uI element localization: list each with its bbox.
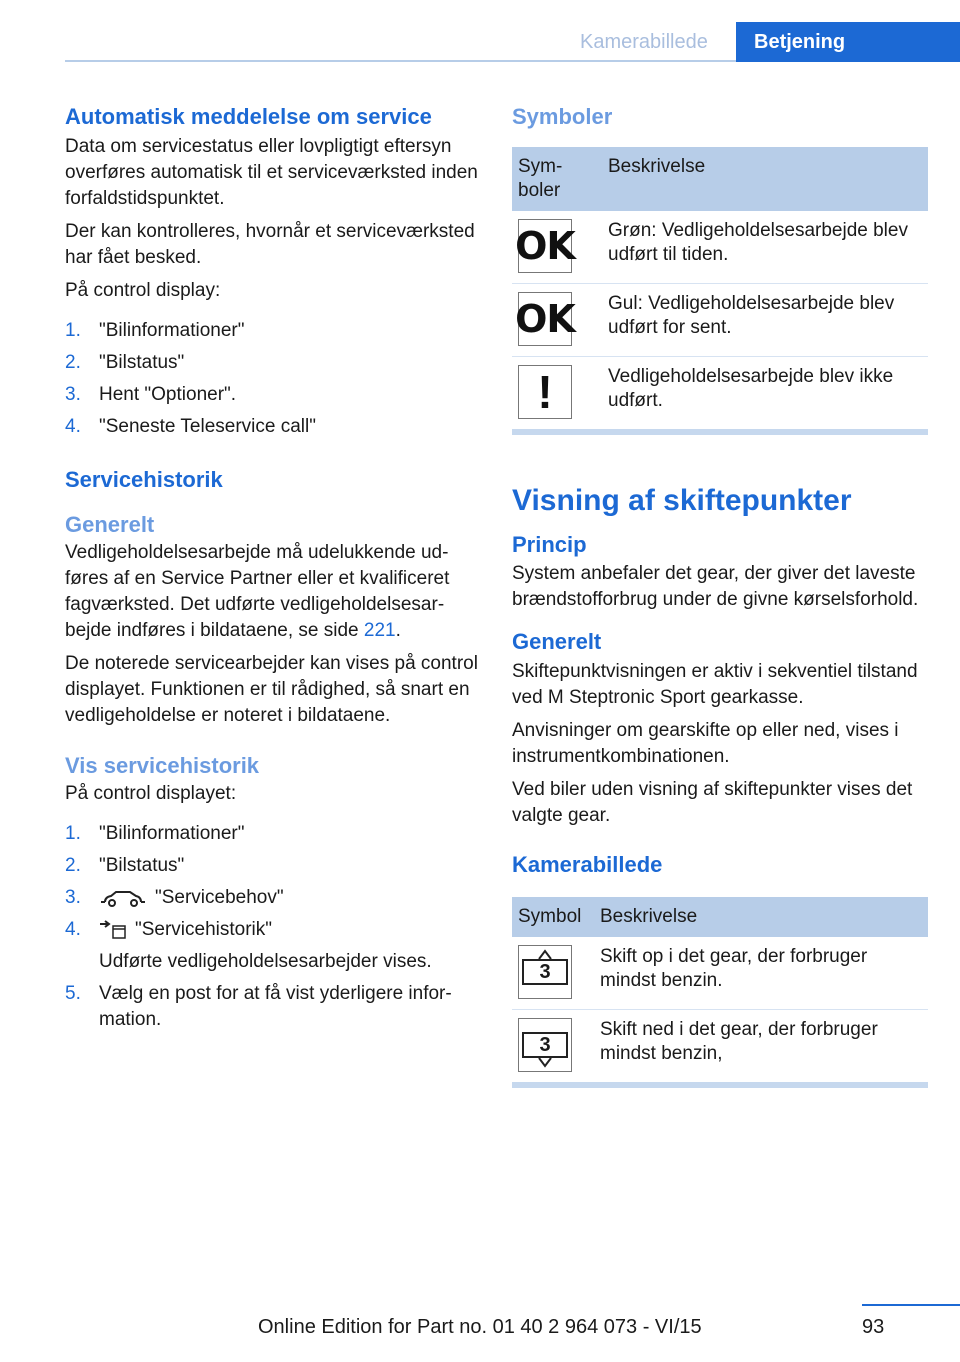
symbols-table — [512, 147, 928, 435]
table-row: 3 Skift ned i det gear, der forbruger mindst benzin, — [512, 1010, 928, 1086]
list-item: 5. Vælg en post for at få vist yderligere information. — [65, 983, 452, 1030]
column-header: Beskrivelse — [594, 147, 928, 211]
heading-generelt: Generelt — [512, 629, 602, 654]
heading-visning-skiftepunkter: Visning af skiftepunkter — [512, 484, 852, 517]
edition-footer: Online Edition for Part no. 01 40 2 964 073 - VI/15 — [258, 1316, 702, 1338]
page-number: 93 — [862, 1316, 885, 1338]
paragraph: Skiftepunktvisningen er aktiv i sekventiel tilstand ved M Steptronic Sport gearkasse. — [512, 661, 918, 708]
column-header: Beskrivelse — [594, 897, 928, 937]
car-icon — [99, 889, 147, 907]
gear-down-icon: 3 — [518, 1018, 572, 1072]
tab-kamerabillede[interactable]: Kamerabillede — [580, 31, 708, 53]
list-item-note: Udførte vedligeholdelsesarbejder vises. — [99, 951, 432, 972]
paragraph: Anvisninger om gearskifte op eller ned, vises i instrumentkombinationen. — [512, 720, 899, 767]
table-header-row — [512, 147, 928, 211]
tab-betjening[interactable]: Betjening — [736, 22, 960, 62]
paragraph: System anbefaler det gear, der giver det laveste brændstofforbrug under de givne kørselsforhold. — [512, 563, 919, 610]
column-header: Symbol — [512, 897, 594, 937]
list-item: 3. "Servicebehov" — [65, 887, 284, 908]
column-header: Symboler — [512, 147, 594, 211]
ok-green-icon: OK — [518, 219, 572, 273]
list-item: 2. "Bilstatus" — [65, 352, 185, 373]
list-item: 1. "Bilinformationer" — [65, 320, 245, 341]
numbered-list — [65, 318, 480, 440]
table-header-row — [512, 897, 928, 937]
paragraph: På control displayet: — [65, 783, 237, 804]
exclamation-icon: ! — [518, 365, 572, 419]
heading-princip: Princip — [512, 532, 587, 557]
heading-servicehistorik: Servicehistorik — [65, 467, 223, 492]
heading-symboler: Symboler — [512, 104, 613, 129]
table-row: ! Vedligeholdelsesarbejde blev ikke udført. — [512, 357, 928, 433]
heading-kamerabillede: Kamerabillede — [512, 852, 663, 877]
table-row: 3 Skift op i det gear, der forbruger mindst benzin. — [512, 937, 928, 1010]
footer-rule — [862, 1304, 960, 1306]
heading-vis-servicehistorik: Vis servicehistorik — [65, 753, 260, 778]
paragraph: Data om servicestatus eller lovpligtigt eftersyn overføres automatisk til et serviceværksted inden forfaldstidspunktet. — [65, 136, 478, 209]
table-row: OK Grøn: Vedligeholdelsesarbejde blev udført til tiden. — [512, 211, 928, 284]
page-link[interactable]: 221 — [363, 620, 396, 641]
paragraph: Ved biler uden visning af skiftepunkter vises det valgte gear. — [512, 779, 913, 826]
paragraph: Vedligeholdelsesarbejde må udelukkende udføres af en Service Partner eller et kvalificeret fagværksted. Det udførte vedligeholdelsesarbejde indføres i bildataene, se side 221. — [65, 542, 450, 641]
gear-up-icon: 3 — [518, 945, 572, 999]
paragraph: Der kan kontrolleres, hvornår et serviceværksted har fået besked. — [65, 221, 475, 268]
heading-generelt: Generelt — [65, 512, 155, 537]
right-column — [512, 100, 928, 1088]
list-item: 4. "Servicehistorik" — [65, 919, 273, 940]
camera-symbols-table — [512, 897, 928, 1088]
numbered-list — [65, 821, 480, 1033]
ok-yellow-icon: OK — [518, 292, 572, 346]
paragraph: På control display: — [65, 280, 221, 301]
paragraph: De noterede servicearbejder kan vises på control displayet. Funktionen er til rådighed, så snart en vedligeholdelse er noteret i bildataene. — [65, 653, 478, 726]
heading-auto-service: Automatisk meddelelse om service — [65, 104, 432, 129]
list-item: 1. "Bilinformationer" — [65, 823, 245, 844]
list-item: 3. Hent "Optioner". — [65, 384, 237, 405]
left-column — [65, 100, 480, 1033]
list-item: 2. "Bilstatus" — [65, 855, 185, 876]
service-calendar-icon — [99, 920, 127, 940]
list-item: 4. "Seneste Teleservice call" — [65, 416, 316, 437]
table-row: OK Gul: Vedligeholdelsesarbejde blev udført for sent. — [512, 284, 928, 357]
